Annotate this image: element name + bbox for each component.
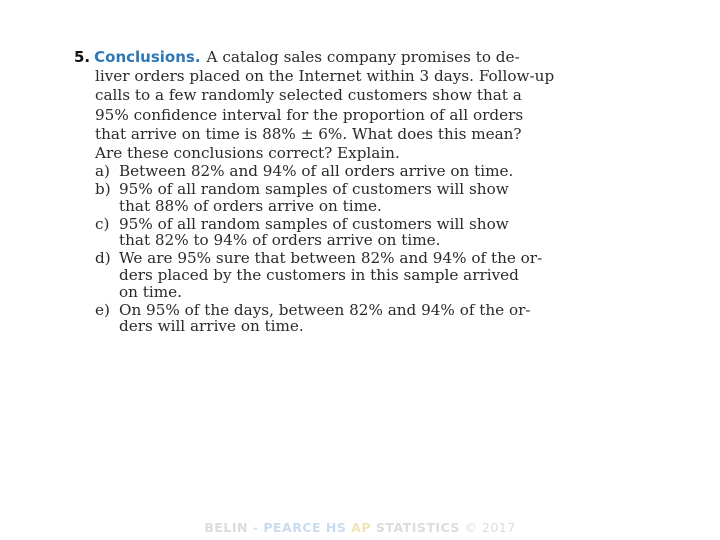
choice-letter: b) <box>95 180 111 199</box>
choice-letter: a) <box>95 162 110 181</box>
footer-copyright: © 2017 <box>459 520 516 535</box>
choice-letter: e) <box>95 300 110 319</box>
choice-letter: c) <box>95 214 110 233</box>
answer-choices <box>74 162 543 336</box>
choice-text: We are 95% sure that between 82% and 94% of the or- <box>119 249 543 268</box>
footer-school: PEARCE HS <box>263 520 347 535</box>
choice-text: ders placed by the customers in this sample arrived <box>119 266 519 284</box>
choice-text: On 95% of the days, between 82% and 94% of the or- <box>119 300 531 319</box>
choice-text: that 88% of orders arrive on time. <box>119 196 382 215</box>
choice-text: 95% of all random samples of customers will show <box>119 180 509 199</box>
prompt-line-6: Are these conclusions correct? Explain. <box>95 144 400 163</box>
slide-footer <box>0 520 720 535</box>
prompt-line-3: calls to a few randomly selected customers show that a <box>95 86 522 105</box>
choice-d <box>95 249 543 301</box>
choice-text: Between 82% and 94% of all orders arrive on time. <box>119 162 514 181</box>
footer-author: BELIN - <box>204 520 264 535</box>
footer-ap: AP <box>346 520 376 535</box>
prompt-line-2: liver orders placed on the Internet within 3 days. Follow-up <box>95 67 555 86</box>
problem-number: 5. <box>74 48 91 66</box>
choice-text: ders will arrive on time. <box>119 317 304 336</box>
choice-text: on time. <box>119 282 182 301</box>
choice-text: 95% of all random samples of customers will show <box>119 214 509 233</box>
prompt-line-4: 95% confidence interval for the proportion of all orders <box>95 105 524 124</box>
choice-text: that 82% to 94% of orders arrive on time. <box>119 231 441 250</box>
problem-topic: Conclusions. <box>94 48 201 66</box>
footer-subject: STATISTICS <box>375 520 460 535</box>
prompt-text: A catalog sales company promises to de- <box>206 48 520 66</box>
prompt-line-5: that arrive on time is 88% ± 6%. What does this mean? <box>95 124 522 143</box>
choice-a <box>95 162 514 181</box>
problem-prompt <box>74 48 555 163</box>
choice-e <box>95 300 531 336</box>
prompt-line-1 <box>74 48 520 67</box>
choice-b <box>95 180 509 215</box>
problem-5 <box>74 48 555 336</box>
choice-letter: d) <box>95 249 111 268</box>
choice-c <box>95 214 509 250</box>
